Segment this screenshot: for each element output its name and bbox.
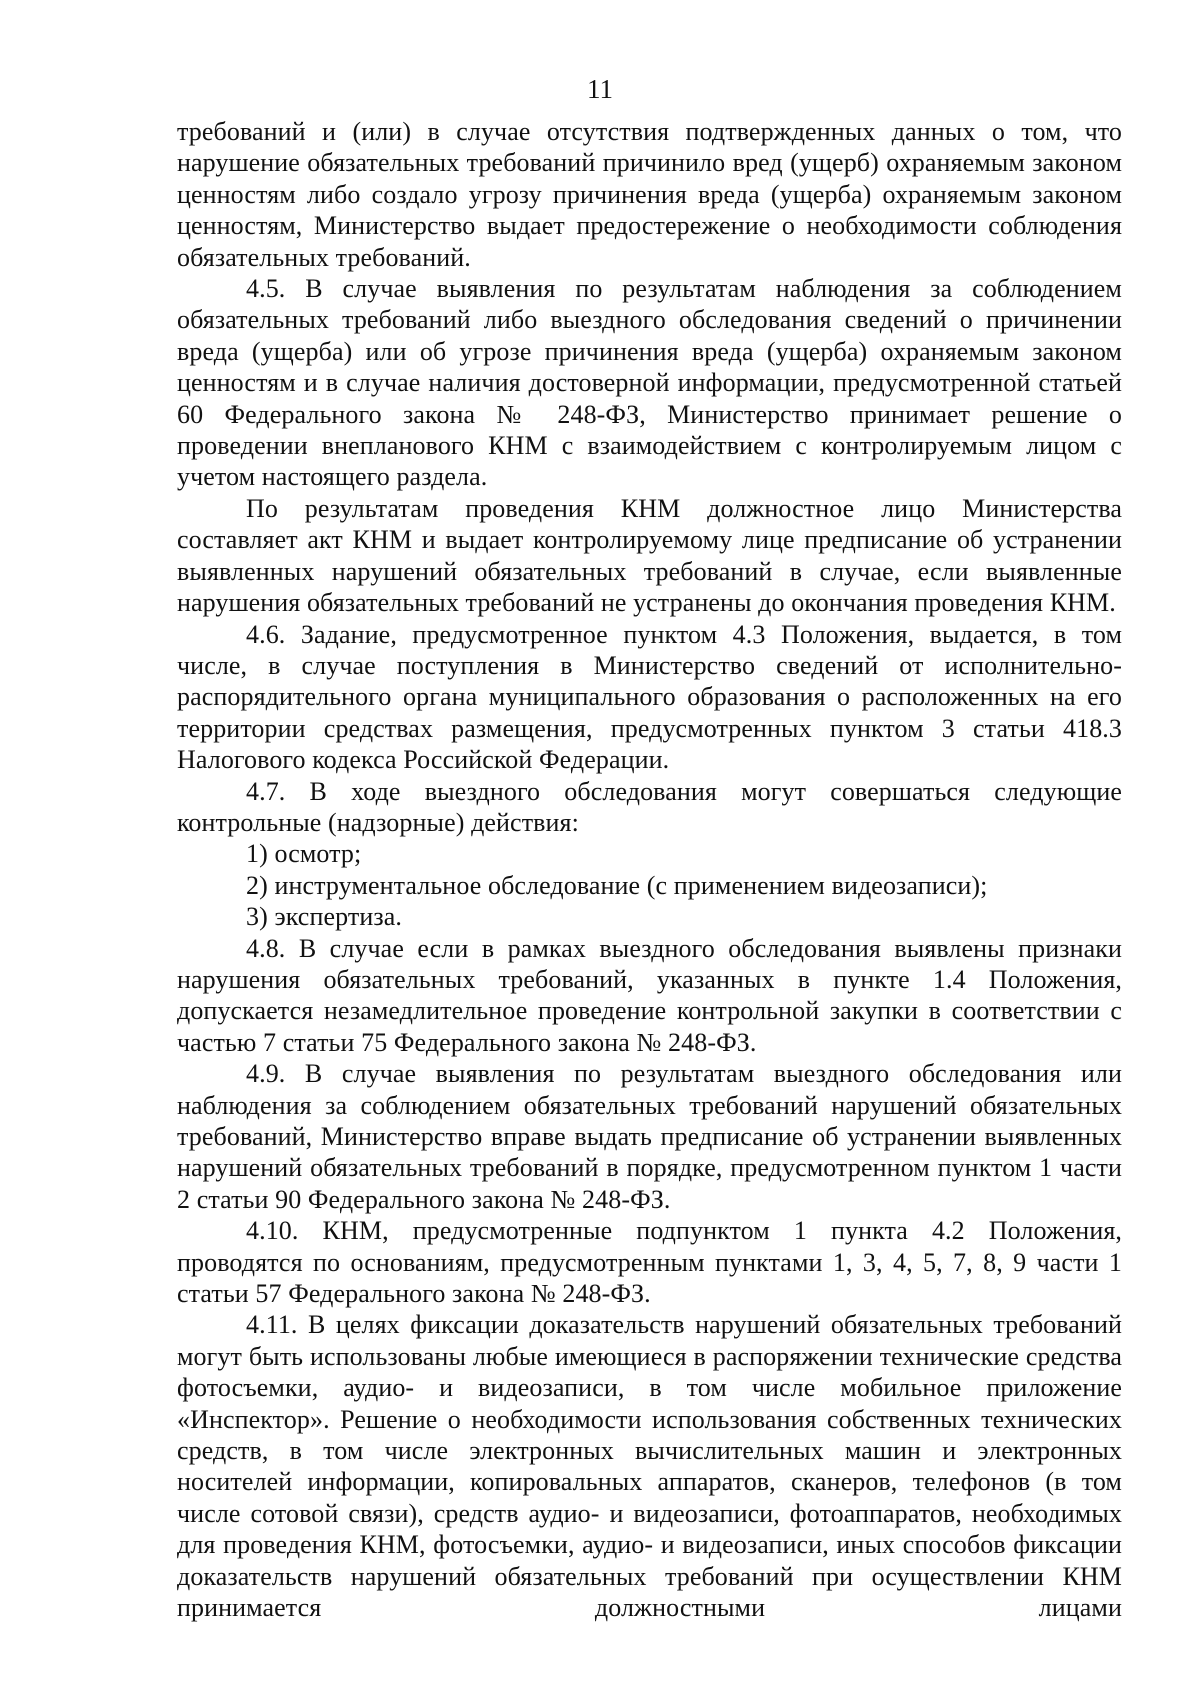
paragraph-4-10: 4.10. КНМ, предусмотренные подпунктом 1 пункта 4.2 Положения, проводятся по основаниям, предусмотренным пунктами 1, 3, 4, 5, 7, 8, 9 части 1 статьи 57 Федерального закона № 248-ФЗ. [177,1216,1122,1309]
paragraph-4-6: 4.6. Задание, предусмотренное пунктом 4.3 Положения, выдается, в том числе, в случае поступления в Министерство сведений от исполнительно-распорядительного органа муниципального образования о расположенных на его территории средствах размещения, предусмотренных пунктом 3 статьи 418.3 Налогового кодекса Российской Федерации. [177,619,1122,775]
paragraph-4-5: 4.5. В случае выявления по результатам наблюдения за соблюдением обязательных требований либо выездного обследования сведений о причинении вреда (ущерба) или об угрозе причинения вреда (ущерба) охраняемым законом ценностям и в случае наличия достоверной информации, предусмотренной статьей 60 Федерального закона № 248-ФЗ, Министерство принимает решение о проведении внепланового КНМ с взаимодействием с контролируемым лицом с учетом настоящего раздела. [177,274,1122,492]
list-item-instrumental-survey: 2) инструментальное обследование (с применением видеозаписи); [246,870,988,900]
paragraph-continuation: требований и (или) в случае отсутствия подтвержденных данных о том, что нарушение обязательных требований причинило вред (ущерб) охраняемым законом ценностям либо создало угрозу причинения вреда (ущерба) охраняемым законом ценностям, Министерство выдает предостережение о необходимости соблюдения обязательных требований. [177,117,1122,272]
document-body [177,116,1122,1624]
paragraph-4-8: 4.8. В случае если в рамках выездного обследования выявлены признаки нарушения обязательных требований, указанных в пункте 1.4 Положения, допускается незамедлительное проведение контрольной закупки в соответствии с частью 7 статьи 75 Федерального закона № 248-ФЗ. [177,933,1122,1057]
paragraph-4-7: 4.7. В ходе выездного обследования могут совершаться следующие контрольные (надзорные) действия: [177,776,1122,837]
paragraph-4-9: 4.9. В случае выявления по результатам выездного обследования или наблюдения за соблюдением обязательных требований нарушений обязательных требований, Министерство вправе выдать предписание об устранении выявленных нарушений обязательных требований в порядке, предусмотренном пунктом 1 части 2 статьи 90 Федерального закона № 248-ФЗ. [177,1059,1122,1214]
paragraph-4-11: 4.11. В целях фиксации доказательств нарушений обязательных требований могут быть использованы любые имеющиеся в распоряжении технические средства фотосъемки, аудио- и видеозаписи, в том числе мобильное приложение «Инспектор». Решение о необходимости использования собственных технических средств, в том числе электронных вычислительных машин и электронных носителей информации, копировальных аппаратов, сканеров, телефонов (в том числе сотовой связи), средств аудио- и видеозаписи, фотоаппаратов, необходимых для проведения КНМ, фотосъемки, аудио- и видеозаписи, иных способов фиксации доказательств нарушений обязательных требований при осуществлении КНМ принимается должностными лицами [177,1310,1122,1623]
page-number: 11 [587,74,613,104]
list-item-inspection: 1) осмотр; [246,839,362,869]
list-item-expertise: 3) экспертиза. [246,902,402,932]
paragraph-4-5-results: По результатам проведения КНМ должностное лицо Министерства составляет акт КНМ и выдает контролируемому лице предписание об устранении выявленных нарушений обязательных требований в случае, если выявленные нарушения обязательных требований не устранены до окончания проведения КНМ. [177,493,1122,618]
